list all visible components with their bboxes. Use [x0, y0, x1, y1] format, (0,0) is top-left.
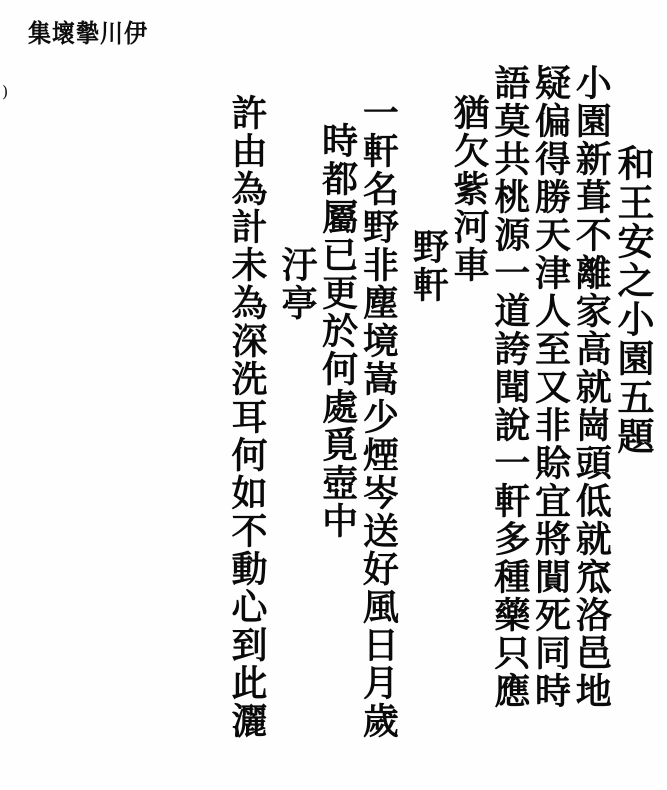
- margin-mark: ): [2, 82, 9, 101]
- poem-line-6: 時都屬已更於何處覓壺中: [316, 122, 359, 540]
- poem-line-2: 疑偏得勝天津人至又非賒宜將閴死同時: [529, 64, 572, 710]
- running-title: 集壞摰川伊: [28, 19, 148, 49]
- section-heading-yu-ting: 汙亭: [275, 246, 318, 322]
- vertical-text-block: [0, 58, 667, 784]
- poem-title: 和王安之小園五題: [611, 144, 655, 456]
- poem-line-1: 小園新葺不離家高就崗頭低就窊洛邑地: [570, 64, 613, 710]
- poem-line-3: 語莫共桃源一道誇聞說一軒多種藥只應: [488, 64, 531, 710]
- poem-line-4: 猶欠紫河車: [448, 94, 491, 284]
- section-heading-ye-xuan: 野軒: [407, 228, 450, 304]
- poem-line-5: 一軒名野非塵境嵩少煙岑送好風日月歲: [357, 94, 400, 740]
- poem-line-7: 許由為計未為深洗耳何如不動心到此灑: [225, 94, 268, 740]
